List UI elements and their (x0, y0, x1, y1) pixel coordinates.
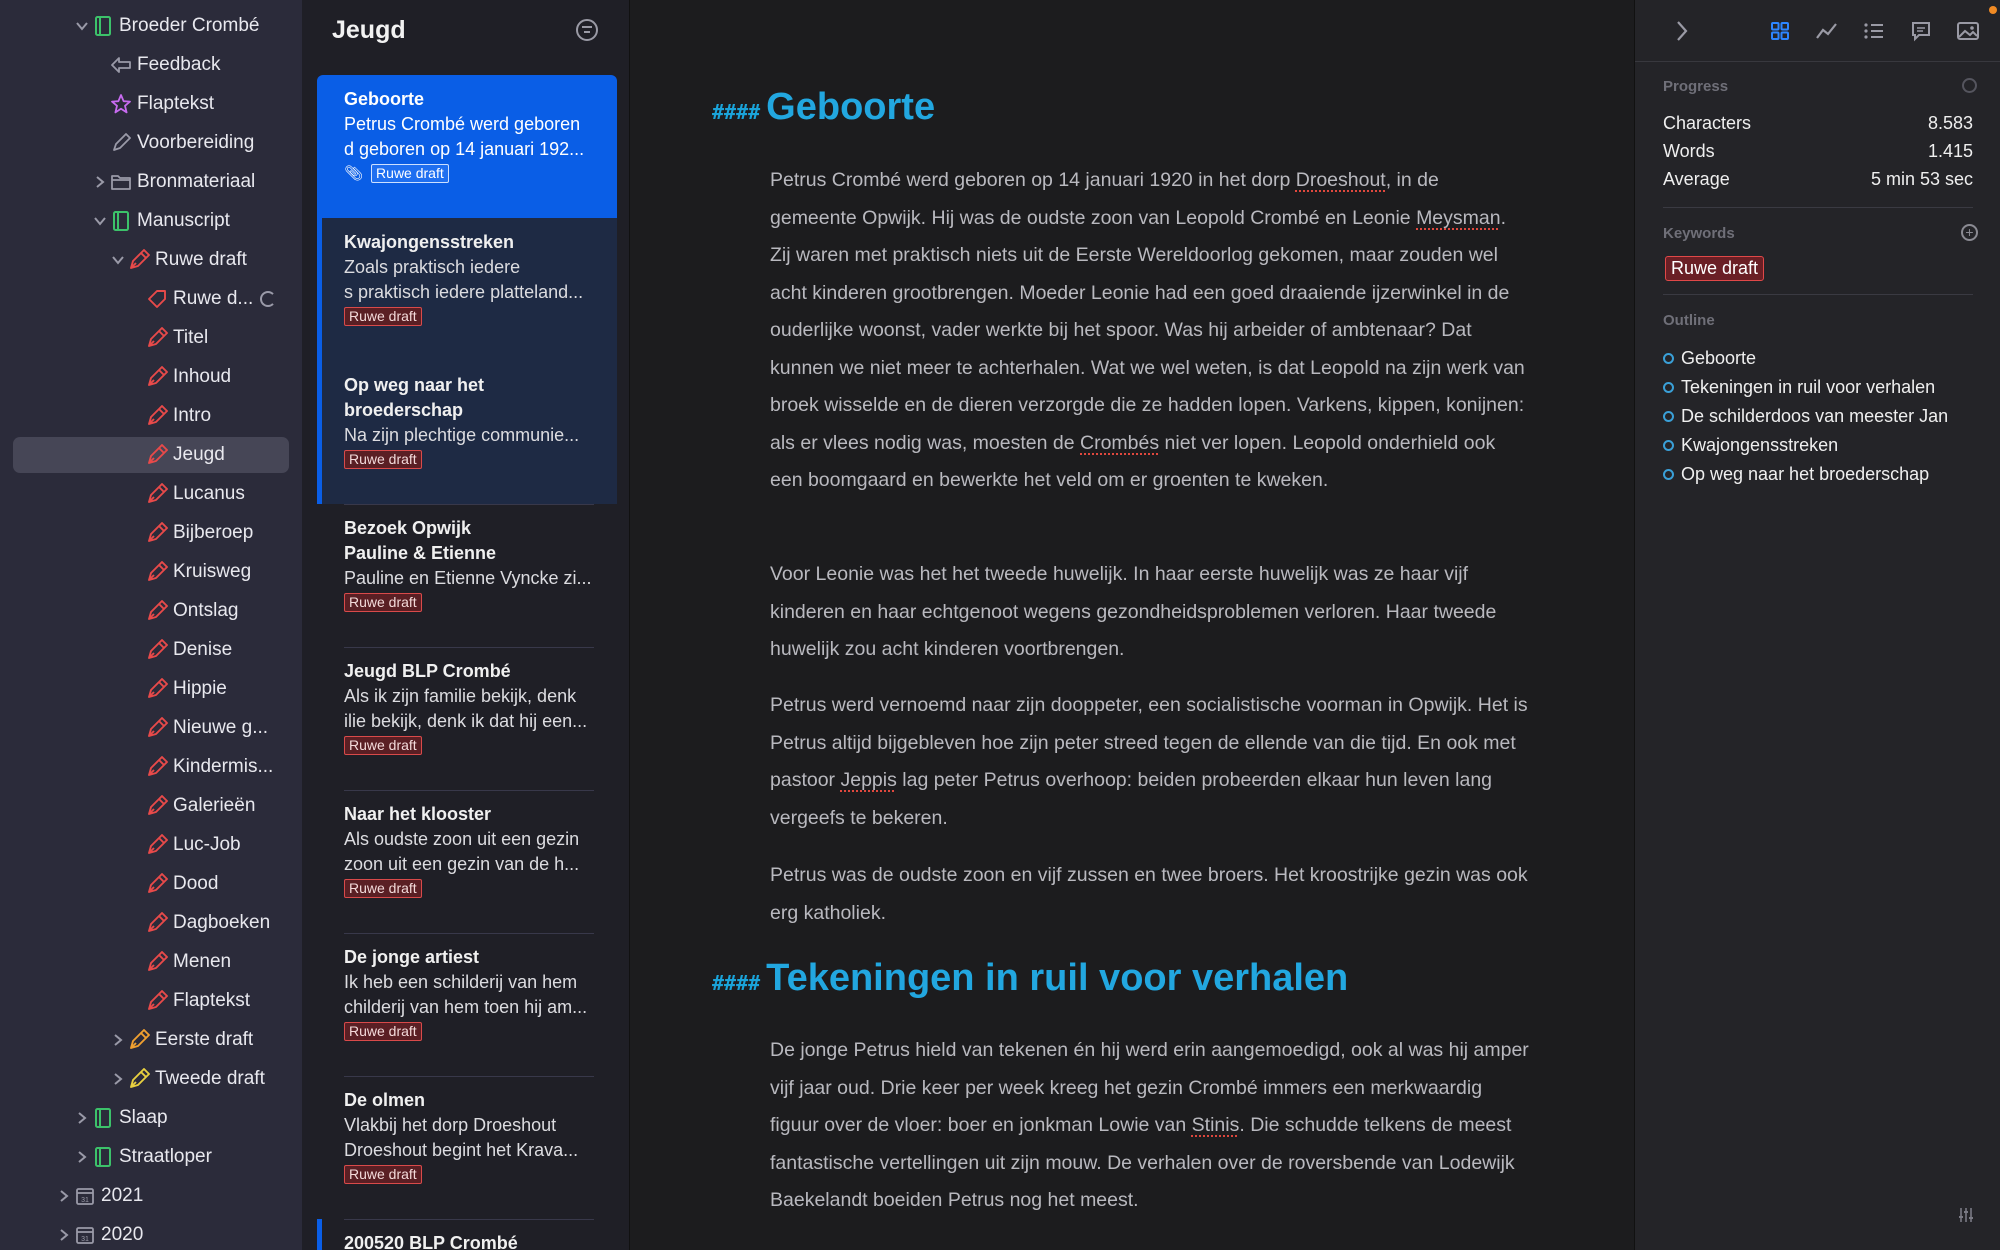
words-stat (1663, 141, 1973, 162)
sidebar-item[interactable] (0, 671, 302, 707)
card-snippet: Ik heb een schilderij van hem childerij van hem toen hij am... (344, 972, 588, 1017)
sidebar-item-label: Straatloper (119, 1146, 212, 1167)
sidebar-item[interactable] (0, 1100, 302, 1136)
sidebar-item-label: Feedback (137, 54, 221, 75)
pen-icon (146, 756, 168, 778)
calendar-icon (74, 1224, 96, 1246)
sidebar-item[interactable] (0, 8, 302, 44)
document-card[interactable] (317, 75, 617, 218)
heading-geboorte (712, 86, 935, 129)
outline-item-label: De schilderdoos van meester Jan (1681, 406, 1949, 426)
keyword-tag: Ruwe draft (344, 307, 422, 326)
sidebar-item-label: Dood (173, 873, 219, 894)
sidebar-item[interactable] (0, 554, 302, 590)
document-card[interactable] (317, 647, 617, 790)
sidebar-item-label: Kindermis... (173, 756, 274, 777)
sidebar-item[interactable] (0, 359, 302, 395)
outline-label: Outline (1663, 312, 1715, 329)
outline-item[interactable] (1663, 377, 1935, 398)
calendar-icon (74, 1185, 96, 1207)
sidebar-item[interactable] (0, 47, 302, 83)
sidebar-item-label: Galerieën (173, 795, 256, 816)
heading-tekeningen (712, 957, 1348, 1000)
pen-icon (146, 834, 168, 856)
card-snippet: Als ik zijn familie bekijk, denk ilie bekijk, denk ik dat hij een... (344, 686, 588, 731)
settings-sliders-icon[interactable] (1957, 1206, 1975, 1229)
pen-icon (146, 327, 168, 349)
sidebar-item-label: Eerste draft (155, 1029, 254, 1050)
outline-item-label: Kwajongensstreken (1681, 435, 1839, 455)
card-snippet: Na zijn plechtige communie... (344, 425, 580, 445)
document-card[interactable] (317, 361, 617, 504)
sidebar-item-label: Denise (173, 639, 233, 660)
card-title: Bezoek Opwijk Pauline & Etienne (344, 518, 497, 563)
chevron-down-icon[interactable] (92, 211, 108, 231)
sidebar-item-label: 2020 (101, 1224, 144, 1245)
paragraph-text: lag peter Petrus overhoop: beiden probeerden elkaar hun leven lang vergeefs te bekeren. (770, 769, 1493, 829)
misspelled-word[interactable]: Meysman (1416, 206, 1501, 229)
stat-value: 1.415 (1927, 141, 1973, 161)
misspelled-word[interactable]: Droeshout (1295, 169, 1386, 191)
sidebar-item[interactable] (0, 320, 302, 356)
card-snippet: Petrus Crombé werd geboren d geboren op 14 januari 192... (344, 114, 585, 159)
outline-item-label: Tekeningen in ruil voor verhalen (1681, 377, 1936, 397)
document-list (302, 0, 630, 1250)
folder-icon (110, 171, 132, 193)
stat-label: Average (1663, 169, 1730, 189)
pen-icon (128, 1029, 150, 1051)
sidebar-item-label: Titel (173, 327, 209, 348)
paragraph-text: . Die schudde telkens de meest fantastische vertellingen uit zijn mouw. De verhalen over de roversbende van Lodewijk Baekelandt boeiden Petrus nog het meest. (770, 1114, 1515, 1211)
editor[interactable] (630, 0, 1634, 1250)
misspelled-word[interactable]: Stinis (1191, 1114, 1240, 1136)
pen-icon (146, 990, 168, 1012)
card-title: De olmen (344, 1090, 426, 1110)
chevron-right-icon[interactable] (110, 1069, 126, 1089)
chevron-right-icon[interactable] (56, 1225, 72, 1245)
paragraph: Petrus was de oudste zoon en vijf zussen en twee broers. Het kroostrijke gezin was ook erg katholiek. (770, 864, 1528, 924)
outline-item-label: Op weg naar het broederschap (1681, 464, 1930, 484)
pen-icon (146, 522, 168, 544)
outline-list-icon[interactable] (1861, 18, 1887, 44)
average-stat (1663, 169, 1973, 190)
heading-text: Geboorte (766, 86, 936, 128)
sidebar-item-label: Luc-Job (173, 834, 241, 855)
paragraph-text: Petrus Crombé werd geboren op 14 januari 1920 in het dorp (770, 169, 1296, 191)
pen-icon (146, 561, 168, 583)
card-snippet: Pauline en Etienne Vyncke zi... (344, 568, 592, 588)
progress-label: Progress (1663, 78, 1729, 95)
sidebar-item-label: Intro (173, 405, 212, 426)
sidebar-item-label: Flaptekst (137, 93, 215, 114)
stat-label: Characters (1663, 113, 1752, 133)
chevron-right-icon[interactable] (92, 172, 108, 192)
heading-markup: #### (712, 100, 761, 124)
sidebar-item[interactable] (0, 593, 302, 629)
reply-arrow-icon (110, 54, 132, 76)
sidebar-item[interactable] (0, 1178, 302, 1214)
keyword-tag: Ruwe draft (344, 1165, 422, 1184)
sidebar-item-label: Ruwe draft (155, 249, 247, 270)
paragraph-text: niet ver lopen. Leopold onderhield ook een boomgaard en bewerkte het veld om er groenten te kweken. (770, 431, 1496, 491)
add-keyword-icon[interactable]: + (1961, 224, 1978, 241)
sidebar-item[interactable] (0, 125, 302, 161)
outline-bullet-icon (1663, 411, 1674, 422)
sidebar-item[interactable] (0, 632, 302, 668)
sidebar-item[interactable] (0, 476, 302, 512)
pen-icon (146, 717, 168, 739)
paragraph: Voor Leonie was het het tweede huwelijk. In haar eerste huwelijk was ze haar vijf kinderen en haar echtgenoot wegens gezondheidsproblemen verloren. Haar tweede huwelijk zou acht kinderen voortbrengen. (770, 563, 1497, 660)
sidebar-item[interactable] (0, 281, 302, 317)
paragraph (770, 162, 1530, 500)
outline-item[interactable] (1663, 464, 1929, 485)
keyword-tag: Ruwe draft (344, 736, 422, 755)
sidebar-item-label: Dagboeken (173, 912, 271, 933)
divider (1663, 207, 1973, 208)
document-card[interactable] (317, 504, 617, 647)
library-sidebar (0, 0, 302, 1250)
sidebar-item-label: Manuscript (137, 210, 230, 231)
pen-icon (146, 951, 168, 973)
card-title: Kwajongensstreken (344, 232, 515, 252)
pen-icon (128, 1068, 150, 1090)
card-title: Jeugd BLP Crombé (344, 661, 511, 681)
book-icon (92, 1146, 114, 1168)
collapse-chevron-icon[interactable] (1669, 18, 1695, 44)
keyword-tag: Ruwe draft (344, 879, 422, 898)
outline-item[interactable] (1663, 435, 1838, 456)
chevron-right-icon[interactable] (56, 1186, 72, 1206)
keyword-tag: Ruwe draft (371, 164, 449, 183)
sidebar-item[interactable] (0, 827, 302, 863)
stat-label: Words (1663, 141, 1715, 161)
outline-bullet-icon (1663, 382, 1674, 393)
sidebar-item-label: 2021 (101, 1185, 144, 1206)
sidebar-item[interactable] (0, 242, 302, 278)
sidebar-item[interactable] (0, 983, 302, 1019)
card-title: Naar het klooster (344, 804, 492, 824)
document-card[interactable] (317, 1076, 617, 1219)
outline-item[interactable] (1663, 406, 1948, 427)
characters-stat (1663, 113, 1973, 134)
sidebar-item-label: Ruwe d... (173, 288, 254, 309)
stat-value: 8.583 (1927, 113, 1973, 133)
book-icon (92, 15, 114, 37)
sidebar-item[interactable] (0, 515, 302, 551)
pen-icon (146, 873, 168, 895)
paragraph-text: Petrus werd vernoemd naar zijn dooppeter, een socialistische voorman in Opwijk. Het is Petrus altijd bijgebleven hoe zijn peter streed tegen de ellende van die tijd. En ook met pastoor (770, 694, 1528, 791)
target-icon[interactable] (1962, 78, 1977, 93)
svg-text:31: 31 (81, 1236, 89, 1243)
pen-icon (146, 366, 168, 388)
pen-icon (146, 600, 168, 622)
card-title: 200520 BLP Crombé (344, 1233, 518, 1250)
sidebar-item-label: Voorbereiding (137, 132, 255, 153)
paragraph-text: , in de gemeente Opwijk. Hij was de oudste zoon van Leopold Crombé en Leonie (770, 169, 1439, 229)
keyword-tag: Ruwe draft (344, 593, 422, 612)
pencil-icon (110, 132, 132, 154)
sidebar-item[interactable] (0, 710, 302, 746)
chevron-right-icon[interactable] (74, 1147, 90, 1167)
pen-icon (146, 639, 168, 661)
outline-bullet-icon (1663, 469, 1674, 480)
sidebar-item-label: Tweede draft (155, 1068, 265, 1089)
sidebar-item[interactable] (0, 1217, 302, 1250)
pen-icon (146, 912, 168, 934)
book-icon (92, 1107, 114, 1129)
paragraph-text: De jonge Petrus hield van tekenen én hij werd erin aangemoedigd, ook al was hij amper vijf jaar oud. Drie keer per week kreeg het gezin Crombé immers een merkwaardig figuur over de vloer: boer en jonkman Lowie van (770, 1039, 1529, 1136)
notification-dot (1989, 6, 1997, 14)
sidebar-item-label: Lucanus (173, 483, 245, 504)
keyword-tag: Ruwe draft (344, 1022, 422, 1041)
outline-bullet-icon (1663, 353, 1674, 364)
sidebar-item[interactable] (0, 1022, 302, 1058)
outline-item[interactable] (1663, 348, 1756, 369)
card-snippet: Vlakbij het dorp Droeshout Droeshout begint het Krava... (344, 1115, 579, 1160)
card-snippet: Zoals praktisch iedere s praktisch iedere platteland... (344, 257, 584, 302)
pen-icon (146, 678, 168, 700)
inspector-toolbar (1635, 0, 2000, 62)
pen-icon (146, 444, 168, 466)
sidebar-item-label: Menen (173, 951, 232, 972)
chevron-right-icon[interactable] (110, 1030, 126, 1050)
list-title: Jeugd (332, 16, 406, 44)
document-card[interactable] (317, 218, 617, 361)
document-card[interactable] (317, 1219, 617, 1250)
card-snippet: Als oudste zoon uit een gezin zoon uit een gezin van de h... (344, 829, 580, 874)
star-icon (110, 93, 132, 115)
sidebar-item[interactable] (0, 788, 302, 824)
sidebar-item[interactable] (0, 905, 302, 941)
sidebar-item[interactable] (0, 437, 302, 473)
card-title: Geboorte (344, 89, 425, 109)
sidebar-item-label: Broeder Crombé (119, 15, 260, 36)
sidebar-item-label: Hippie (173, 678, 227, 699)
heading-markup: #### (712, 971, 761, 995)
document-card[interactable] (317, 790, 617, 933)
sidebar-item[interactable] (0, 866, 302, 902)
divider (1663, 294, 1973, 295)
sidebar-item[interactable] (0, 398, 302, 434)
paragraph-text: . Zij waren met praktisch niets uit de Eerste Wereldoorlog gekomen, maar zouden wel acht kinderen grootbrengen. Moeder Leonie had een goed draaiende ijzerwinkel in de ouderlijke woonst, vader werkte bij het spoor. Was hij arbeider of ambtenaar? Dat kunnen we niet meer te achterhalen. Wat we wel weten, is dat Leopold na zijn werk van broek wisselde en de dieren verzorgde die ze hadden lopen. Varkens, kippen, konijnen: als er vlees nodig was, moesten de (770, 206, 1525, 454)
sidebar-item-label: Ontslag (173, 600, 239, 621)
svg-text:31: 31 (81, 1197, 89, 1204)
sidebar-item[interactable] (0, 203, 302, 239)
sidebar-item-label: Bronmateriaal (137, 171, 256, 192)
chevron-down-icon[interactable] (110, 250, 126, 270)
statistics-chart-icon[interactable] (1814, 18, 1840, 44)
sidebar-item[interactable] (0, 86, 302, 122)
misspelled-word[interactable]: Crombés (1080, 431, 1160, 454)
inspector-panel (1634, 0, 2000, 1250)
book-icon (110, 210, 132, 232)
sync-progress-icon (260, 291, 276, 307)
pen-icon (146, 483, 168, 505)
card-title: Op weg naar het broederschap (344, 375, 485, 420)
sidebar-item-label: Jeugd (173, 444, 225, 465)
card-title: De jonge artiest (344, 947, 480, 967)
filter-icon[interactable] (576, 19, 598, 41)
image-icon[interactable] (1955, 18, 1981, 44)
pen-icon (146, 405, 168, 427)
chevron-right-icon[interactable] (74, 1108, 90, 1128)
outline-item-label: Geboorte (1681, 348, 1757, 368)
keywords-label: Keywords (1663, 225, 1735, 242)
sidebar-item[interactable] (0, 164, 302, 200)
misspelled-word[interactable]: Jeppis (840, 769, 897, 791)
sidebar-item[interactable] (0, 1139, 302, 1175)
sidebar-item-label: Nieuwe g... (173, 717, 269, 738)
sidebar-item[interactable] (0, 944, 302, 980)
heading-text: Tekeningen in ruil voor verhalen (766, 957, 1349, 999)
dashboard-grid-icon[interactable] (1767, 18, 1793, 44)
sidebar-item-label: Flaptekst (173, 990, 251, 1011)
outline-bullet-icon (1663, 440, 1674, 451)
sidebar-item[interactable] (0, 1061, 302, 1097)
stat-value: 5 min 53 sec (1870, 169, 1973, 189)
pen-icon (128, 249, 150, 271)
document-card[interactable] (317, 933, 617, 1076)
paperclip-icon: 📎︎ (344, 165, 364, 182)
chevron-down-icon[interactable] (74, 16, 90, 36)
keyword-tag: Ruwe draft (344, 450, 422, 469)
tag-icon (146, 288, 168, 310)
sidebar-item-label: Inhoud (173, 366, 232, 387)
pen-icon (146, 795, 168, 817)
sidebar-item-label: Kruisweg (173, 561, 252, 582)
keyword-tag[interactable]: Ruwe draft (1665, 256, 1764, 281)
comments-icon[interactable] (1908, 18, 1934, 44)
paragraph (770, 687, 1530, 837)
sidebar-item-label: Slaap (119, 1107, 168, 1128)
paragraph (770, 1032, 1530, 1220)
sidebar-item-label: Bijberoep (173, 522, 254, 543)
sidebar-item[interactable] (0, 749, 302, 785)
